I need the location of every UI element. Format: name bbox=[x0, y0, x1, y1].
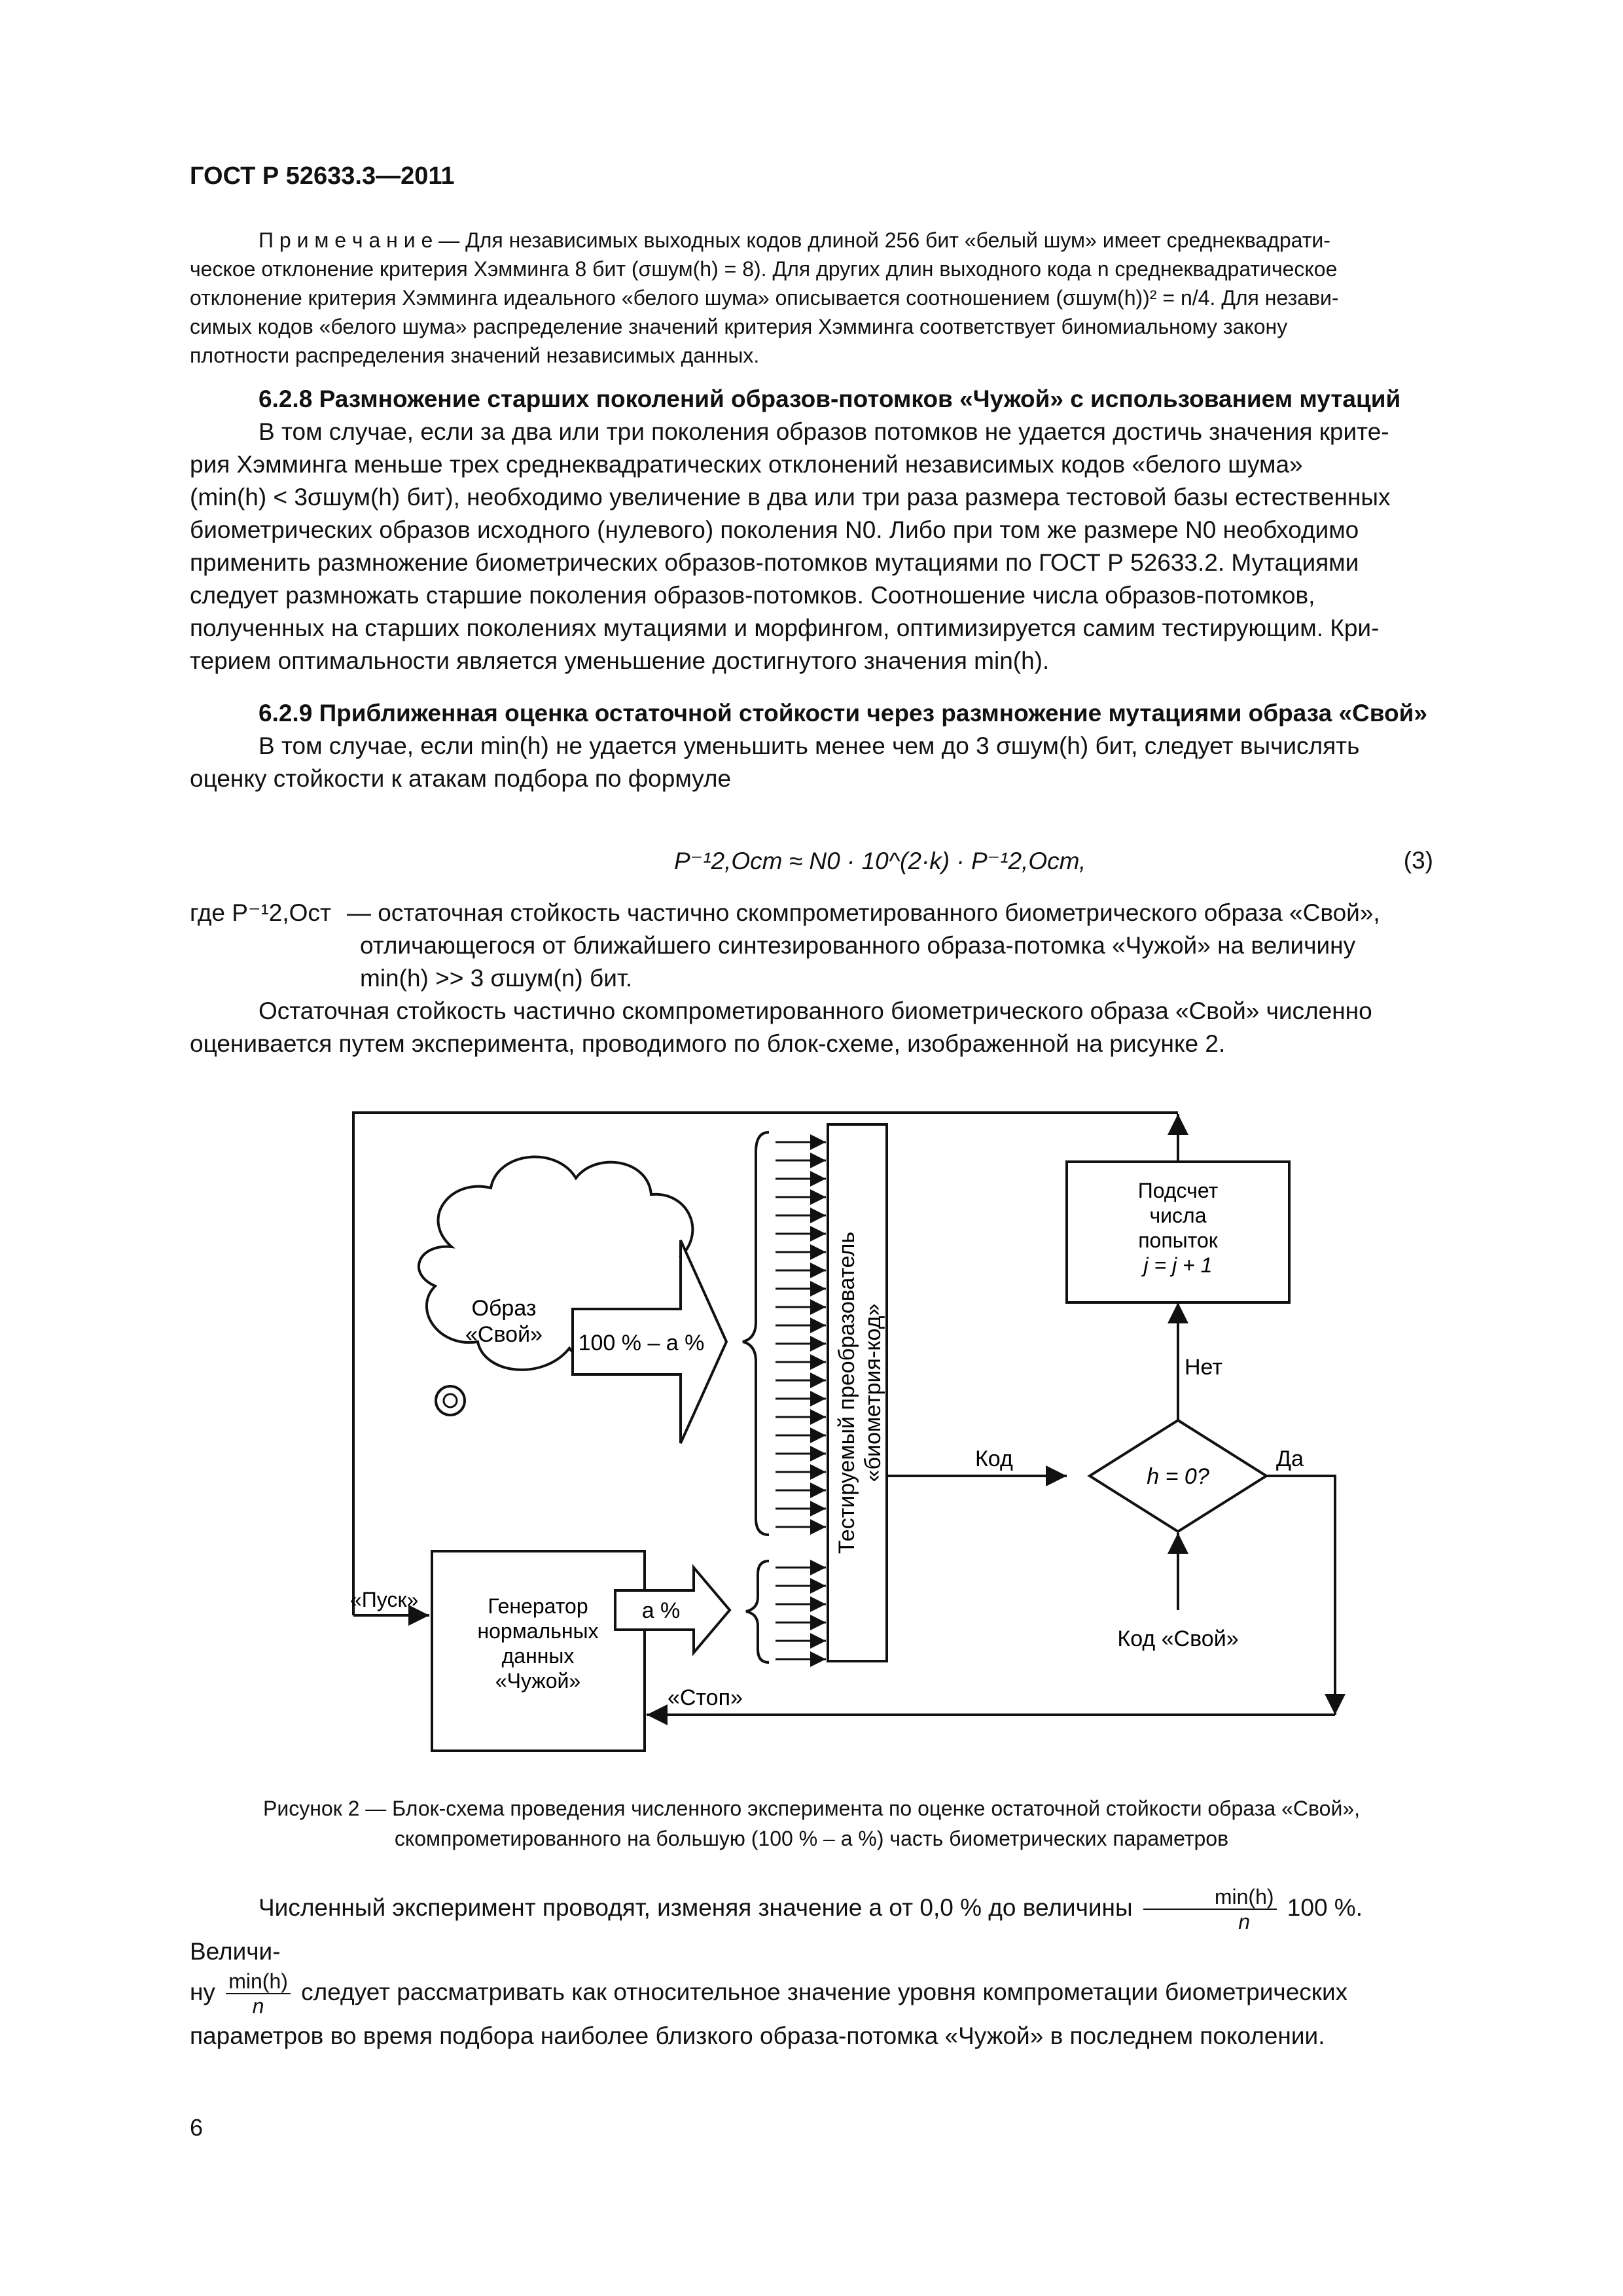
block-diagram bbox=[0, 1073, 1623, 1787]
bottom-text: ну bbox=[190, 1978, 215, 2005]
decision-label: h = 0? bbox=[1147, 1464, 1209, 1489]
bottom-paragraph bbox=[190, 1885, 1433, 2054]
generator-label: нормальных bbox=[477, 1619, 599, 1643]
fraction-denominator: n bbox=[1238, 1910, 1251, 1933]
residual-line: оценивается путем эксперимента, проводимого по блок-схеме, изображенной на рисунке 2. bbox=[190, 1030, 1226, 1057]
document-header: ГОСТ Р 52633.3—2011 bbox=[190, 162, 455, 190]
formula-line bbox=[190, 843, 1433, 889]
fraction-numerator: min(h) bbox=[226, 1969, 291, 1994]
bottom-text: 100 %. Величи- bbox=[190, 1893, 1363, 1965]
fraction-numerator: min(h) bbox=[1143, 1885, 1277, 1910]
where-line: — остаточная стойкость частично скомпрометированного биометрического образа «Свой», bbox=[347, 899, 1380, 926]
fraction bbox=[226, 1969, 291, 2018]
generator-label: данных bbox=[501, 1644, 575, 1668]
big-arrow-label: 100 % – a % bbox=[578, 1331, 705, 1355]
fraction-denominator: n bbox=[252, 1994, 264, 2018]
note-line: плотности распределения значений независимых данных. bbox=[190, 344, 760, 367]
note-line: ческое отклонение критерия Хэмминга 8 бит (σшум(h) = 8). Для других длин выходного кода n среднеквадратическое bbox=[190, 257, 1338, 281]
stop-label: «Стоп» bbox=[668, 1685, 743, 1710]
formula: P⁻¹2,Ост ≈ N0 · 10^(2·k) · P⁻¹2,Ост, bbox=[674, 848, 1086, 874]
where-symbol: где P⁻¹2,Ост bbox=[190, 899, 331, 926]
para-line: биометрических образов исходного (нулевого) поколения N0. Либо при том же размере N0 необходимо bbox=[190, 516, 1359, 543]
small-arrow-label: a % bbox=[641, 1598, 681, 1623]
para-line: оценку стойкости к атакам подбора по формуле bbox=[190, 765, 732, 792]
formula-number: (3) bbox=[1403, 847, 1433, 874]
cloud-label: «Свой» bbox=[465, 1322, 543, 1347]
kod-svoy-label: Код «Свой» bbox=[1117, 1626, 1239, 1651]
residual-line: Остаточная стойкость частично скомпрометированного биометрического образа «Свой» численно bbox=[259, 997, 1372, 1024]
para-line: (min(h) < 3σшум(h) бит), необходимо увеличение в два или три раза размера тестовой базы естественных bbox=[190, 484, 1391, 511]
caption-line: скомпрометированного на большую (100 % – a %) часть биометрических параметров bbox=[394, 1827, 1229, 1850]
note-line: отклонение критерия Хэмминга идеального «белого шума» описывается соотношением (σшум(h))² = n/4. Для незави- bbox=[190, 286, 1339, 310]
section-6-2-8 bbox=[190, 383, 1433, 677]
generator-label: «Чужой» bbox=[495, 1669, 581, 1693]
pusk-label: «Пуск» bbox=[350, 1588, 419, 1611]
note-label: П р и м е ч а н и е bbox=[259, 228, 433, 252]
section-6-2-9 bbox=[190, 697, 1433, 795]
da-label: Да bbox=[1276, 1446, 1304, 1471]
figure-caption bbox=[190, 1793, 1433, 1854]
converter-label: «биометрия-код» bbox=[861, 1303, 885, 1482]
note-line: — Для независимых выходных кодов длиной 256 бит «белый шум» имеет среднеквадрати- bbox=[438, 228, 1330, 252]
input-arrows bbox=[776, 1142, 826, 1659]
where-line: отличающегося от ближайшего синтезированного образа-потомка «Чужой» на величину bbox=[360, 932, 1356, 959]
page-number: 6 bbox=[190, 2114, 204, 2141]
para-line: следует размножать старшие поколения образов-потомков. Соотношение числа образов-потомков, bbox=[190, 582, 1315, 609]
bottom-text: следует рассматривать как относительное значение уровня компрометации биометрических bbox=[301, 1978, 1348, 2005]
yes-line bbox=[1266, 1476, 1335, 1715]
counter-label: числа bbox=[1149, 1204, 1207, 1227]
upper-brace bbox=[743, 1132, 769, 1535]
fraction bbox=[1143, 1885, 1277, 1933]
spiral-icon bbox=[436, 1386, 465, 1415]
bottom-text: Численный эксперимент проводят, изменяя значение a от 0,0 % до величины bbox=[259, 1893, 1133, 1921]
section-heading: 6.2.9 Приближенная оценка остаточной стойкости через размножение мутациями образа «Свой» bbox=[259, 700, 1427, 726]
note-line: симых кодов «белого шума» распределение значений критерия Хэмминга соответствует биномиальному закону bbox=[190, 315, 1288, 338]
caption-line: Рисунок 2 — Блок-схема проведения численного эксперимента по оценке остаточной стойкости образа «Свой», bbox=[263, 1797, 1360, 1820]
cloud-label: Образ bbox=[471, 1296, 537, 1321]
section-heading: 6.2.8 Размножение старших поколений образов-потомков «Чужой» с использованием мутаций bbox=[259, 386, 1401, 412]
bottom-text: параметров во время подбора наиболее близкого образа-потомка «Чужой» в последнем поколении. bbox=[190, 2022, 1325, 2049]
para-line: В том случае, если за два или три поколения образов потомков не удается достичь значения крите- bbox=[259, 418, 1389, 445]
note-block bbox=[190, 226, 1433, 370]
counter-label: Подсчет bbox=[1137, 1179, 1219, 1202]
kod-label: Код bbox=[975, 1446, 1013, 1471]
counter-label: j = j + 1 bbox=[1143, 1253, 1213, 1277]
generator-label: Генератор bbox=[488, 1594, 588, 1618]
lower-brace bbox=[746, 1561, 769, 1662]
converter-label: Тестируемый преобразователь bbox=[834, 1231, 859, 1554]
para-line: рия Хэмминга меньше трех среднеквадратических отклонений независимых кодов «белого шума» bbox=[190, 451, 1303, 478]
where-line: min(h) >> 3 σшум(n) бит. bbox=[360, 965, 632, 992]
para-line: полученных на старших поколениях мутациями и морфингом, оптимизируется самим тестирующим. Кри- bbox=[190, 615, 1380, 641]
para-line: применить размножение биометрических образов-потомков мутациями по ГОСТ Р 52633.2. Мутациями bbox=[190, 549, 1359, 576]
net-label: Нет bbox=[1185, 1355, 1222, 1380]
para-line: терием оптимальности является уменьшение достигнутого значения min(h). bbox=[190, 647, 1050, 674]
counter-label: попыток bbox=[1138, 1229, 1218, 1252]
para-line: В том случае, если min(h) не удается уменьшить менее чем до 3 σшум(h) бит, следует вычислять bbox=[259, 732, 1360, 759]
